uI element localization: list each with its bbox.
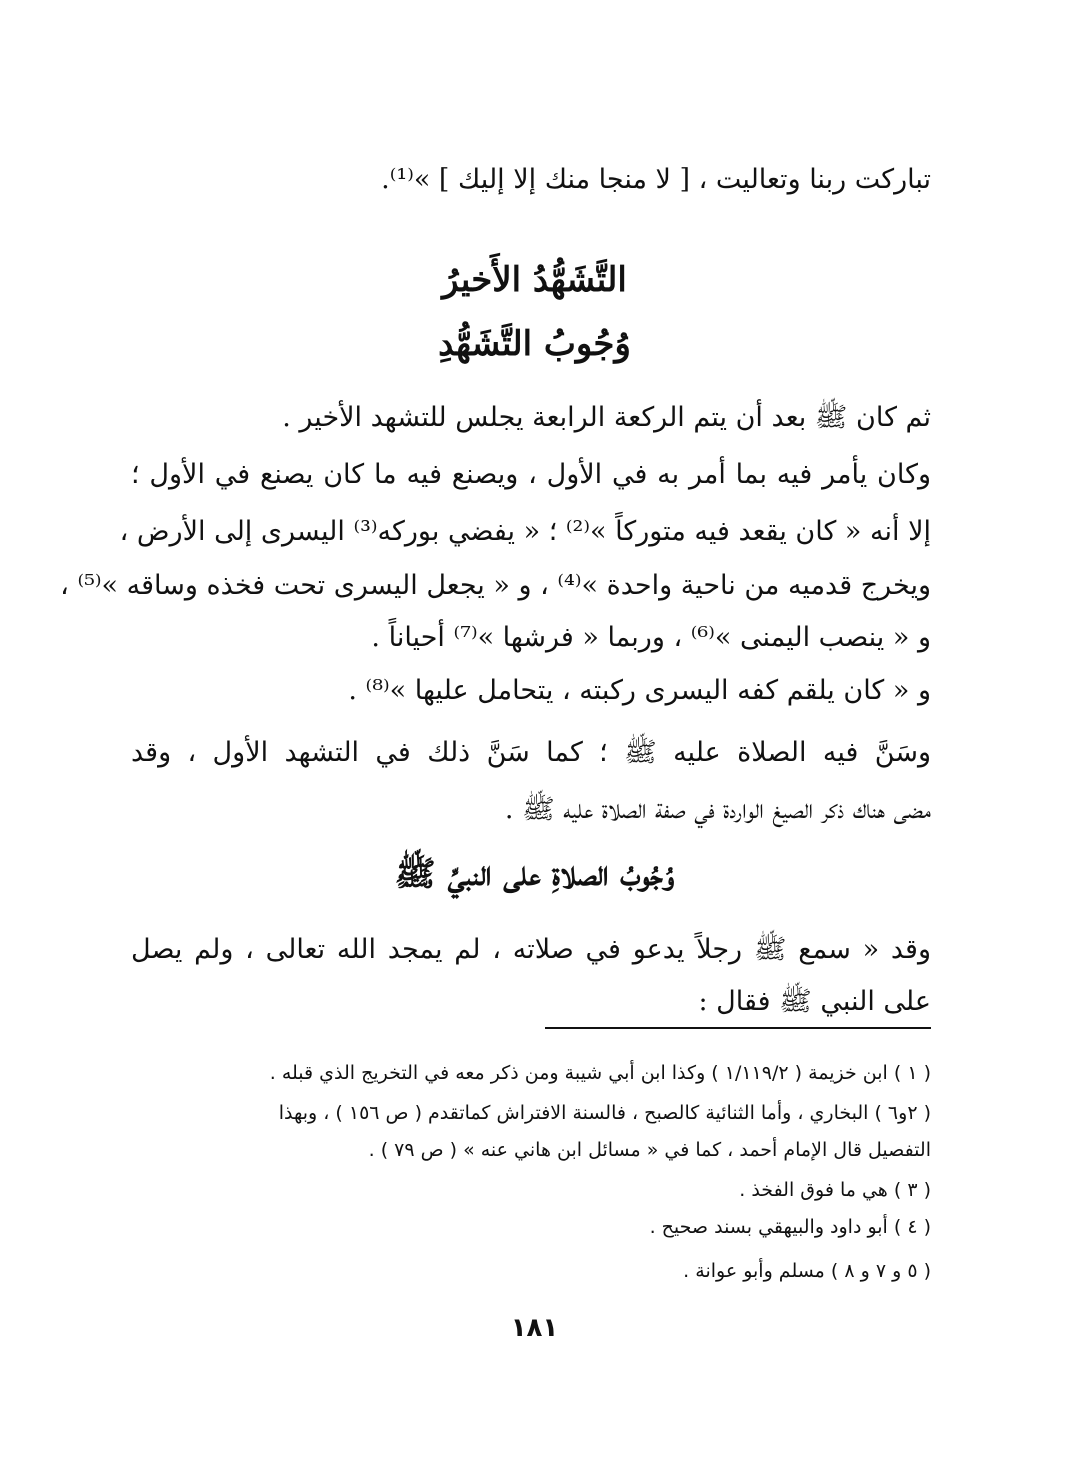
section-heading: التَّشَهُّدُ الأَخيرُ bbox=[442, 260, 627, 300]
footnote: ( ١ ) ابن خزيمة ( ١/١١٩/٢ ) وكذا ابن أبي شيبة ومن ذكر معه في التخريج الذي قبله . bbox=[269, 1062, 931, 1084]
footnote: ( ٣ ) هي ما فوق الفخذ . bbox=[739, 1179, 931, 1201]
footnote: ( ٤ ) أبو داود والبيهقي بسند صحيح . bbox=[649, 1216, 931, 1238]
text-line: ثم كان ﷺ بعد أن يتم الركعة الرابعة يجلس للتشهد الأخير . bbox=[282, 402, 931, 433]
footnote-separator bbox=[545, 1027, 931, 1029]
text-line: ويخرج قدميه من ناحية واحدة »⁽⁴⁾ ، و « يجعل اليسرى تحت فخذه وساقه »⁽⁵⁾ ، bbox=[60, 570, 931, 601]
footnote: ( ٢و٦ ) البخاري ، وأما الثنائية كالصبح ، فالسنة الافتراش كماتقدم ( ص ١٥٦ ) ، وبهذا bbox=[278, 1102, 931, 1124]
text-line: مضى هناك ذكر الصيغ الواردة في صفة الصلاة عليه ﷺ . bbox=[504, 794, 931, 825]
section-heading: وُجُوبُ التَّشَهُّدِ bbox=[438, 324, 631, 364]
text-line: وسَنَّ فيه الصلاة عليه ﷺ ؛ كما سَنَّ ذلك في التشهد الأول ، وقد bbox=[131, 737, 931, 768]
text-line: تباركت ربنا وتعاليت ، [ لا منجا منك إلا إليك ] »⁽¹⁾. bbox=[381, 164, 931, 195]
section-heading: وُجُوبُ الصلاةِ على النبيِّ ﷺ bbox=[394, 854, 675, 894]
text-line: إلا أنه « كان يقعد فيه متوركاً »⁽²⁾ ؛ « يفضي بوركه⁽³⁾ اليسرى إلى الأرض ، bbox=[119, 516, 931, 547]
page-number: ١٨١ bbox=[510, 1313, 559, 1343]
text-line: و « كان يلقم كفه اليسرى ركبته ، يتحامل عليها »⁽⁸⁾ . bbox=[348, 675, 931, 706]
footnote: ( ٥ و ٧ و ٨ ) مسلم وأبو عوانة . bbox=[683, 1260, 931, 1282]
text-line: وقد « سمع ﷺ رجلاً يدعو في صلاته ، لم يمجد الله تعالى ، ولم يصل bbox=[131, 934, 931, 965]
text-line: وكان يأمر فيه بما أمر به في الأول ، ويصنع فيه ما كان يصنع في الأول ؛ bbox=[131, 459, 931, 490]
text-line: على النبي ﷺ فقال : bbox=[698, 986, 931, 1017]
footnote: التفصيل قال الإمام أحمد ، كما في « مسائل ابن هاني عنه » ( ص ٧٩ ) . bbox=[368, 1139, 931, 1161]
text-line: و « ينصب اليمنى »⁽⁶⁾ ، وربما « فرشها »⁽⁷⁾ أحياناً . bbox=[371, 622, 931, 653]
